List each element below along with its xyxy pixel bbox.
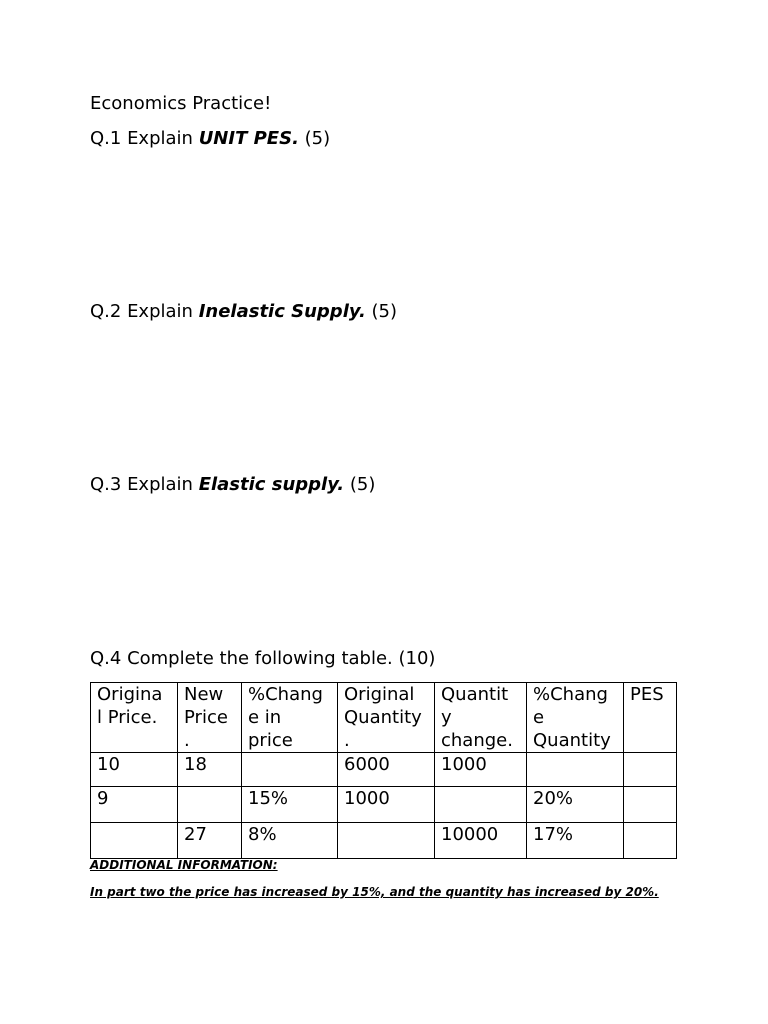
- header-percent-change-quantity: %Chang e Quantity: [527, 683, 624, 753]
- table-cell: 15%: [242, 787, 338, 823]
- table-cell: 27: [178, 823, 242, 859]
- table-cell: [338, 823, 435, 859]
- question-1-prefix: Q.1 Explain: [90, 128, 199, 149]
- question-2-term: Inelastic Supply.: [198, 301, 366, 322]
- question-3-term: Elastic supply.: [198, 474, 345, 495]
- table-cell: [624, 823, 677, 859]
- table-cell: 6000: [338, 753, 435, 787]
- question-3-prefix: Q.3 Explain: [90, 474, 199, 495]
- table-cell: 9: [91, 787, 178, 823]
- table-cell: [178, 787, 242, 823]
- table-row: [91, 823, 677, 859]
- table-header-row: [91, 683, 677, 753]
- additional-info-heading: ADDITIONAL INFORMATION:: [90, 858, 278, 872]
- question-4: Q.4 Complete the following table. (10): [90, 648, 436, 669]
- question-3: [90, 474, 375, 496]
- table-cell: 20%: [527, 787, 624, 823]
- header-percent-change-price: %Chang e in price: [242, 683, 338, 753]
- question-3-marks: (5): [344, 474, 376, 495]
- pes-table: [90, 682, 677, 859]
- table-cell: [624, 787, 677, 823]
- table-cell: [624, 753, 677, 787]
- header-original-price: Origina l Price.: [91, 683, 178, 753]
- question-1: [90, 128, 330, 150]
- question-2-marks: (5): [365, 301, 398, 322]
- additional-info-text: In part two the price has increased by 15%, and the quantity has increased by 20%.: [90, 885, 659, 899]
- question-2-prefix: Q.2 Explain: [90, 301, 199, 322]
- table-cell: 1000: [435, 753, 527, 787]
- question-2: [90, 301, 397, 323]
- table-row: [91, 787, 677, 823]
- table-cell: 1000: [338, 787, 435, 823]
- question-1-marks: (5): [298, 128, 331, 149]
- table-cell: 10: [91, 753, 178, 787]
- document-title: Economics Practice!: [90, 93, 272, 114]
- table-cell: 8%: [242, 823, 338, 859]
- table-cell: [435, 787, 527, 823]
- table-cell: 10000: [435, 823, 527, 859]
- header-new-price: New Price .: [178, 683, 242, 753]
- header-quantity-change: Quantit y change.: [435, 683, 527, 753]
- table-cell: 17%: [527, 823, 624, 859]
- header-pes: PES: [624, 683, 677, 753]
- header-original-quantity: Original Quantity .: [338, 683, 435, 753]
- table-cell: 18: [178, 753, 242, 787]
- table-cell: [91, 823, 178, 859]
- table-row: [91, 753, 677, 787]
- question-1-term: UNIT PES.: [198, 128, 299, 149]
- table-cell: [242, 753, 338, 787]
- table-cell: [527, 753, 624, 787]
